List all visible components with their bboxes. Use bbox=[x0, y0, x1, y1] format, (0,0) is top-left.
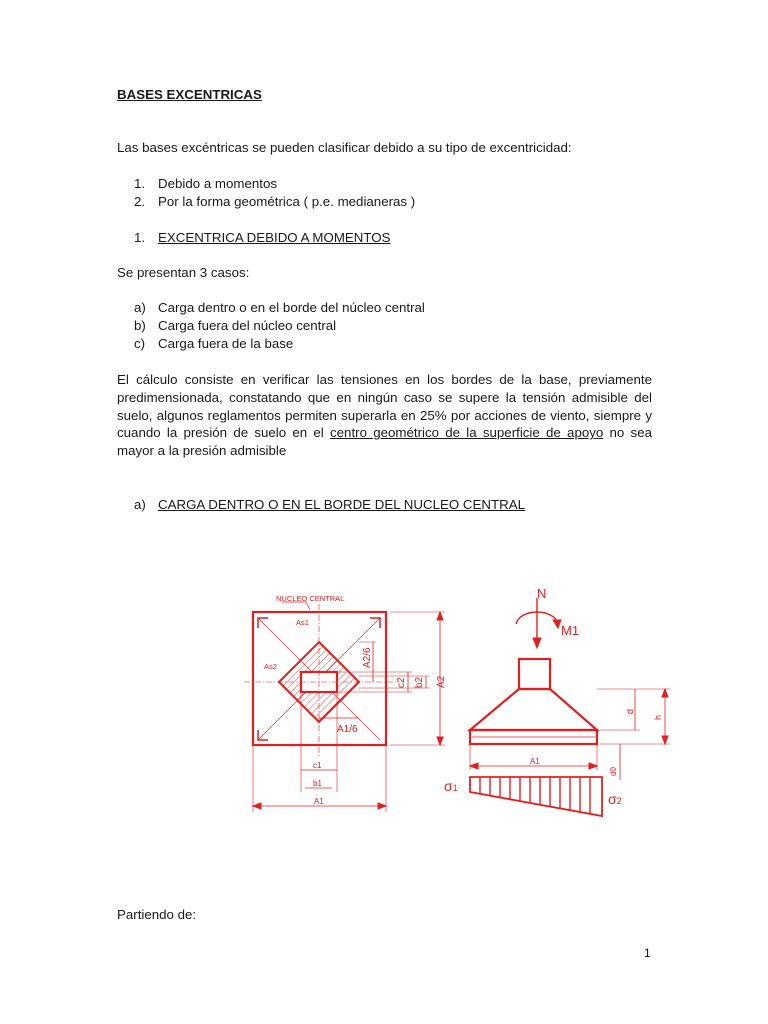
list-item bbox=[134, 193, 415, 211]
list-text: Por la forma geométrica ( p.e. medianeras ) bbox=[158, 194, 416, 209]
label-b2: b2 bbox=[414, 676, 425, 688]
column-elevation bbox=[519, 659, 550, 689]
list-number: a) bbox=[134, 300, 146, 315]
label-c2: c2 bbox=[396, 677, 407, 688]
label-a1-plan: A1 bbox=[314, 797, 324, 806]
label-nucleo: NUCLEO CENTRAL bbox=[276, 594, 345, 603]
section-heading bbox=[134, 229, 391, 247]
list-text: Carga dentro o en el borde del núcleo central bbox=[158, 300, 425, 315]
list-number: 2. bbox=[134, 194, 146, 209]
page-number: 1 bbox=[644, 946, 651, 960]
section-number: 1. bbox=[134, 230, 146, 245]
list-number: b) bbox=[134, 318, 146, 333]
footer-text: Partiendo de: bbox=[117, 907, 197, 922]
subsection-number: a) bbox=[134, 497, 146, 512]
paragraph-text: El cálculo consiste en verificar las tensiones en los bordes de la base, previamente predimensionada, constatando que en ningún caso se supere la tensión admisible del suelo, algunos reglamentos permiten superarla en 25% por acciones de viento, siempre y cuando la presión de suelo en el bbox=[117, 372, 652, 441]
label-d: d bbox=[625, 708, 635, 714]
list-number: c) bbox=[134, 336, 146, 351]
section-title: EXCENTRICA DEBIDO A MOMENTOS bbox=[158, 230, 391, 245]
label-d0: d0 bbox=[609, 767, 618, 776]
label-a1-6: A1/6 bbox=[337, 724, 358, 735]
list-text: Carga fuera de la base bbox=[158, 336, 294, 351]
list-text: Debido a momentos bbox=[158, 176, 277, 191]
paragraph-underlined: centro geométrico de la superficie de apoyo bbox=[330, 425, 604, 441]
intro-text: Las bases excéntricas se pueden clasificar debido a su tipo de excentricidad: bbox=[117, 140, 572, 155]
list-item bbox=[134, 335, 293, 353]
cases-intro: Se presentan 3 casos: bbox=[117, 265, 250, 280]
label-sigma2: σ2 bbox=[608, 791, 622, 807]
list-number: 1. bbox=[134, 176, 146, 191]
footing-taper bbox=[470, 689, 597, 730]
label-a2: A2 bbox=[436, 675, 447, 688]
subsection-heading bbox=[134, 496, 525, 514]
label-h: h bbox=[653, 714, 663, 720]
label-c1: c1 bbox=[313, 761, 322, 770]
label-n: N bbox=[537, 586, 547, 601]
list-text: Carga fuera del núcleo central bbox=[158, 318, 337, 333]
subsection-title: CARGA DENTRO O EN EL BORDE DEL NUCLEO CENTRAL bbox=[158, 497, 525, 512]
list-item bbox=[134, 175, 277, 193]
label-m1: M1 bbox=[561, 623, 580, 638]
body-paragraph bbox=[117, 371, 652, 460]
list-item bbox=[134, 299, 425, 317]
footing-diagram bbox=[240, 580, 680, 830]
paragraph-text-end: no sea mayor a la presión admisible bbox=[117, 425, 652, 459]
label-as2: As2 bbox=[264, 662, 277, 671]
label-sigma1: σ1 bbox=[444, 778, 458, 794]
label-as1: As1 bbox=[296, 618, 309, 627]
document-title: BASES EXCENTRICAS bbox=[117, 87, 262, 102]
label-b1: b1 bbox=[313, 779, 322, 788]
label-a1-elev: A1 bbox=[530, 757, 540, 766]
label-a2-6: A2/6 bbox=[362, 647, 373, 668]
list-item bbox=[134, 317, 336, 335]
